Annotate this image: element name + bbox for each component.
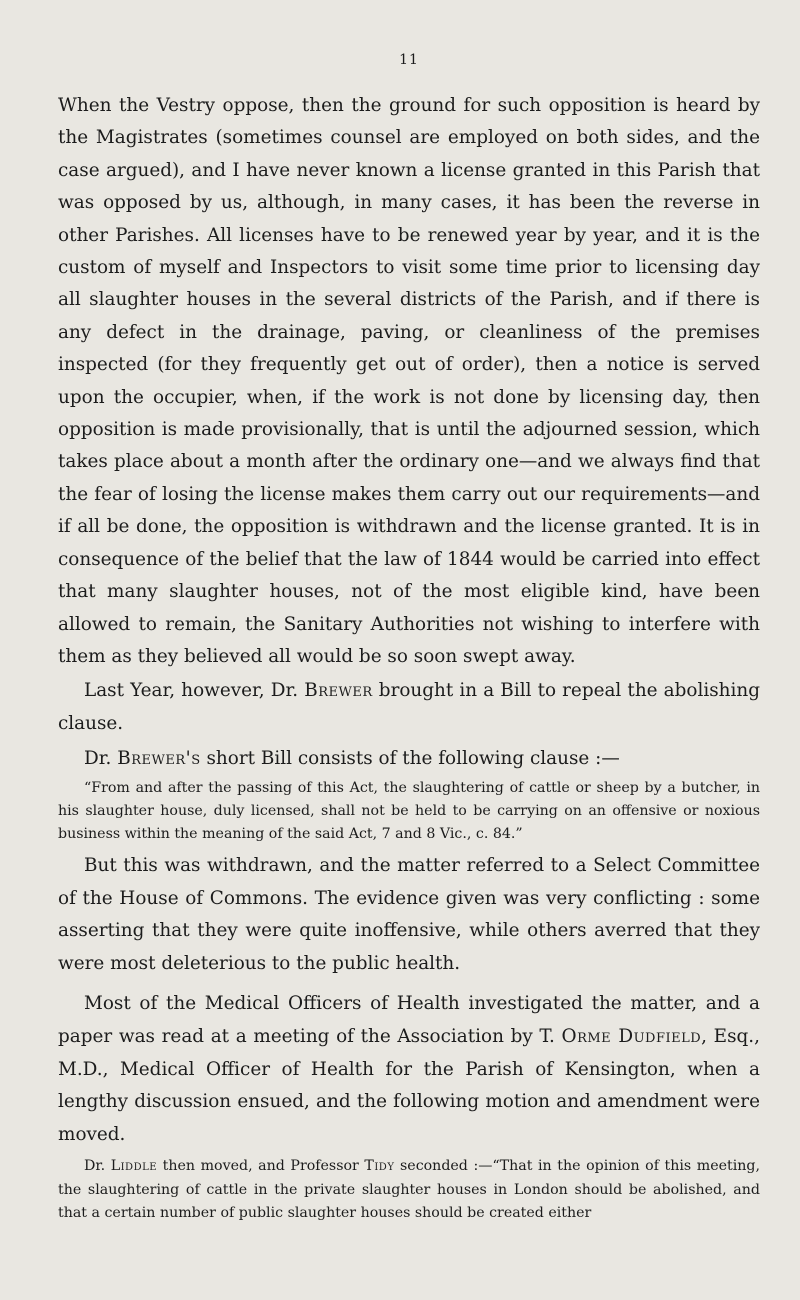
paragraph-text: seconded :—“That in the opinion of this meeting, the slaughtering of cattle in the private slaughter houses in London should be abolished, and that a certain number of public slaughter houses should be created either — [58, 1158, 760, 1222]
paragraph-select-committee: But this was withdrawn, and the matter referred to a Select Committee of the House of Commons. The evidence given was very conflicting : some asserting that they were quite inoffensive, while others averred that they were most deleterious to the public health. — [58, 855, 760, 974]
paragraph-text: , Esq., M.D., Medical Officer of Health for the Parish of Kensington, when a lengthy discussion ensued, and the following motion and amendment were moved. — [58, 1026, 760, 1145]
paragraph-brewer-bill — [58, 675, 760, 740]
paragraph-text: short Bill consists of the following clause :— — [200, 747, 620, 769]
person-name: Brewer — [304, 680, 373, 702]
paragraph-text: then moved, and Professor — [157, 1158, 365, 1175]
paragraph-text: Dr. — [84, 747, 118, 769]
person-name: Orme Dudfield — [561, 1026, 702, 1048]
paragraph-text: Most of the Medical Officers of Health investigated the matter, and a paper was read at a meeting of the Association by T. — [58, 993, 760, 1048]
paragraph-short-bill — [58, 743, 760, 776]
paragraph-medical-officers — [58, 988, 760, 1151]
paragraph-text: brought in a Bill to repeal the abolishing clause. — [58, 680, 761, 734]
paragraph-text: Last Year, however, Dr. — [84, 680, 305, 702]
person-name: Tidy — [364, 1158, 395, 1175]
page-number: 11 — [399, 52, 419, 68]
paragraph-vestry-opposition: When the Vestry oppose, then the ground for such opposition is heard by the Magistrates (sometimes counsel are employed on both sides, and the case argued), and I have never known a license granted in this Parish that was opposed by us, although, in many cases, it has been the reverse in other Parishes. All licenses have to be renewed year by year, and it is the custom of myself and Inspectors to visit some time prior to licensing day all slaughter houses in the several districts of the Parish, and if there is any defect in the drainage, paving, or cleanliness of the premises inspected (for they frequently get out of order), then a notice is served upon the occupier, when, if the work is not done by licensing day, then opposition is made provisionally, that is until the adjourned session, which takes place about a month after the ordinary one—and we always find that the fear of losing the license makes them carry out our requirements—and if all be done, the opposition is withdrawn and the license granted. It is in consequence of the belief that the law of 1844 would be carried into effect that many slaughter houses, not of the most eligible kind, have been allowed to remain, the Sanitary Authorities not wishing to interfere with them as they believed all would be so soon swept away. — [58, 95, 760, 667]
person-name: Brewer's — [117, 747, 201, 769]
person-name: Liddle — [110, 1158, 158, 1175]
paragraph-text: Dr. — [84, 1158, 111, 1175]
paragraph-motion — [58, 1155, 760, 1226]
quoted-clause: “From and after the passing of this Act, the slaughtering of cattle or sheep by a butcher, in his slaughter house, duly licensed, shall not be held to be carrying on an offensive or noxious business within the meaning of the said Act, 7 and 8 Vic., c. 84.” — [58, 780, 760, 843]
